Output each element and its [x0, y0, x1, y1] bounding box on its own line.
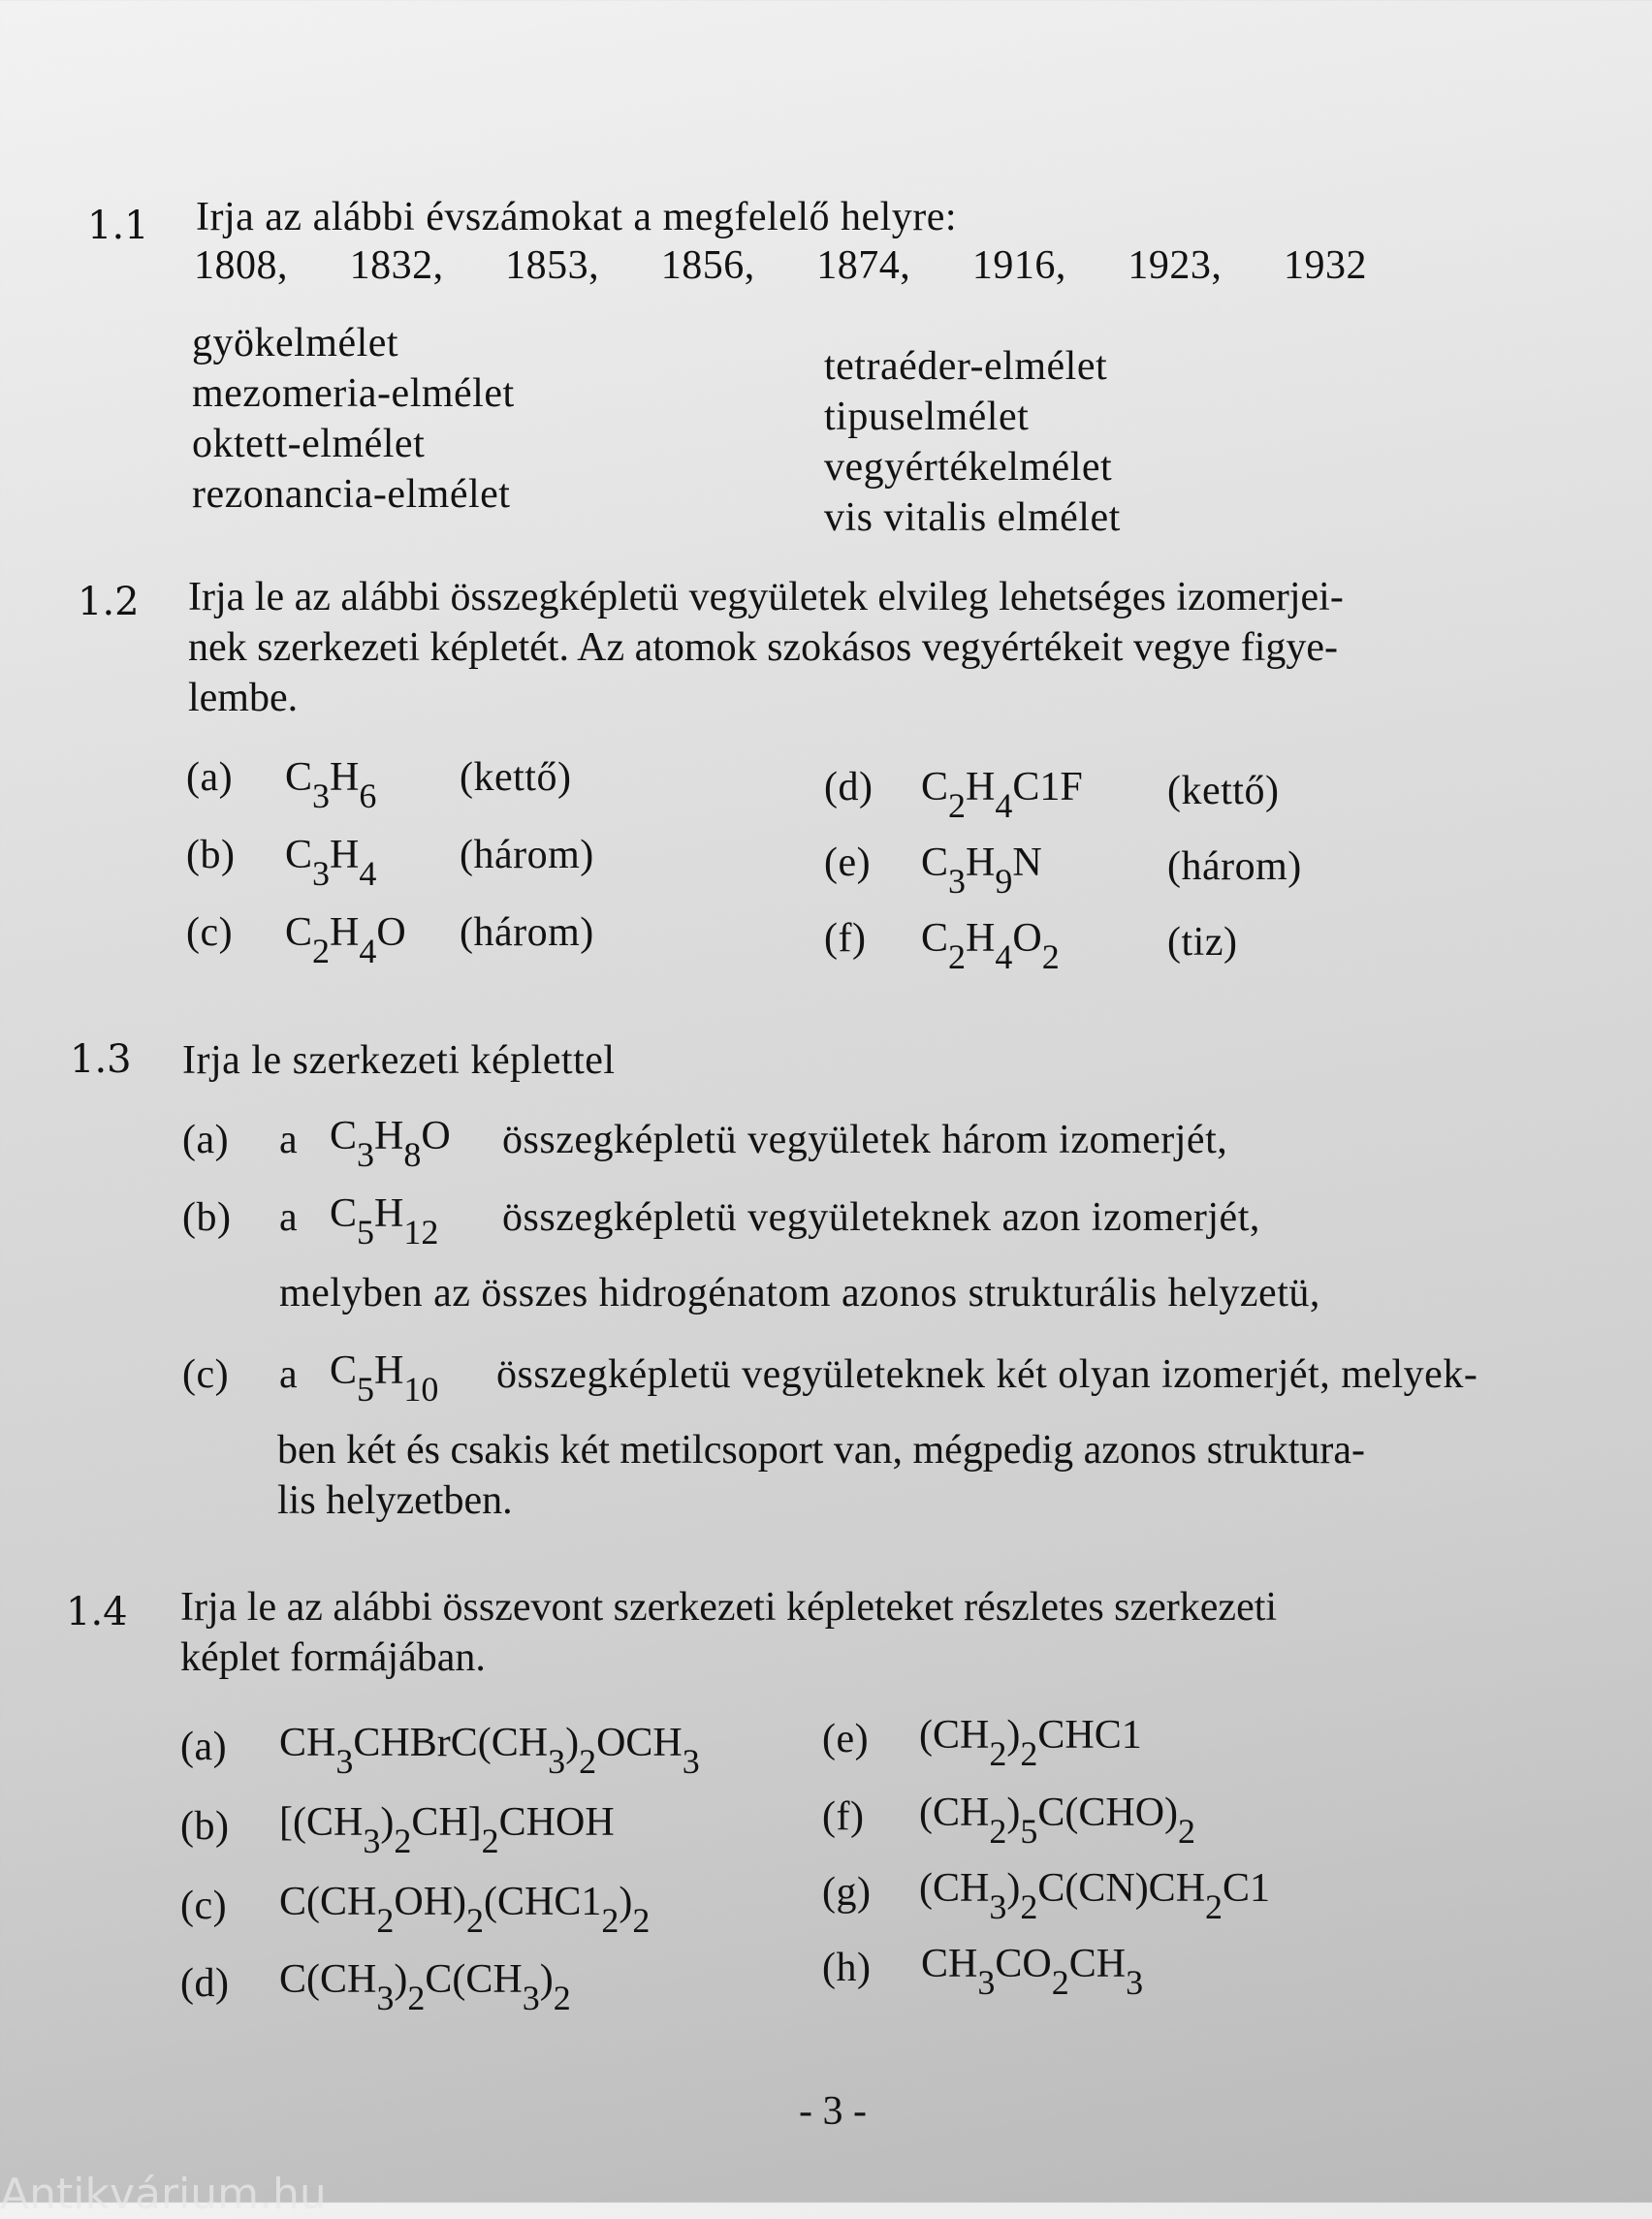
item-label: (b) [180, 1804, 230, 1849]
year: 1923, [1128, 243, 1223, 288]
formula: $C_2H_4O$ [285, 910, 406, 970]
watermark: Antikvárium.hu [0, 2170, 327, 2219]
item-text: összegképletü vegyületek három izomerjét, [502, 1118, 1228, 1162]
isomer-count: (tiz) [1167, 920, 1238, 965]
question-number-1-3: 1.3 [70, 1037, 132, 1082]
theory-list-left [192, 318, 515, 520]
item-label: (g) [822, 1870, 872, 1915]
formula: $(CH_3)_2C(CN)CH_2C1$ [919, 1866, 1271, 1926]
formula: $CH_3CHBrC(CH_3)_2OCH_3$ [279, 1721, 700, 1781]
question-number-1-1: 1.1 [87, 204, 149, 248]
formula: $C_5H_{10}$ [330, 1348, 439, 1409]
item-label: (d) [180, 1961, 230, 2006]
isomer-count: (három) [1167, 844, 1302, 889]
item-label: (e) [822, 1717, 870, 1761]
item-label: (a) [180, 1725, 228, 1769]
text-line: nek szerkezeti képletét. Az atomok szokásos vegyértékeit vegye figye- [188, 625, 1339, 670]
article: a [279, 1118, 299, 1162]
item-label: (a) [186, 755, 234, 800]
text-line: ben két és csakis két metilcsoport van, mégpedig azonos struktura- [277, 1428, 1366, 1473]
item-label: (f) [822, 1794, 865, 1839]
formula: $C_2H_4C1F$ [921, 765, 1083, 825]
theory-list-right [824, 341, 1121, 543]
formula: $C_3H_6$ [285, 755, 377, 815]
theory-item: vegyértékelmélet [824, 445, 1113, 490]
item-text: összegképletü vegyületeknek azon izomerjét, [502, 1195, 1260, 1240]
text-line: Irja le az alábbi összegképletü vegyületek elvileg lehetséges izomerjei- [188, 575, 1344, 619]
isomer-count: (három) [460, 833, 594, 877]
theory-item: oktett-elmélet [192, 422, 426, 466]
item-label: (c) [182, 1352, 230, 1397]
item-text: összegképletü vegyületeknek két olyan izomerjét, melyek- [496, 1352, 1478, 1397]
formula: $C(CH_3)_2C(CH_3)_2$ [279, 1957, 571, 2017]
article: a [279, 1195, 299, 1240]
formula: $C_5H_{12}$ [330, 1191, 439, 1252]
formula: $(CH_2)_2CHC1$ [919, 1713, 1142, 1773]
isomer-count: (kettő) [1167, 769, 1280, 813]
year: 1932 [1283, 243, 1367, 288]
year: 1808, [194, 243, 288, 288]
formula: $C_3H_8O$ [330, 1114, 451, 1174]
item-label: (f) [824, 916, 867, 961]
formula: $(CH_2)_5C(CHO)_2$ [919, 1791, 1196, 1851]
question-1-4-text [180, 1582, 1277, 1683]
item-label: (c) [180, 1884, 228, 1928]
item-label: (h) [822, 1946, 872, 1990]
theory-item: gyökelmélet [192, 321, 399, 365]
theory-item: rezonancia-elmélet [192, 472, 511, 517]
item-label: (b) [182, 1195, 232, 1240]
item-text-continued [277, 1425, 1365, 1526]
theory-item: vis vitalis elmélet [824, 495, 1121, 540]
question-number-1-4: 1.4 [66, 1590, 128, 1634]
question-number-1-2: 1.2 [78, 580, 140, 624]
item-label: (c) [186, 910, 234, 955]
item-label: (d) [824, 765, 874, 809]
year: 1916, [971, 243, 1066, 288]
theory-item: mezomeria-elmélet [192, 371, 515, 416]
year-list [194, 242, 1367, 289]
formula: $[(CH_3)_2CH]_2CHOH$ [279, 1800, 615, 1860]
text-line: Irja le az alábbi összevont szerkezeti képleteket részletes szerkezeti [180, 1585, 1278, 1630]
question-1-1-prompt: Irja az alábbi évszámokat a megfelelő helyre: [196, 195, 958, 239]
formula: $C_3H_4$ [285, 833, 377, 893]
formula: $C(CH_2OH)_2(CHC1_2)_2$ [279, 1880, 651, 1940]
text-line: képlet formájában. [180, 1635, 486, 1680]
article: a [279, 1352, 299, 1397]
text-line: lembe. [188, 676, 299, 720]
year: 1874, [816, 243, 911, 288]
year: 1832, [349, 243, 444, 288]
formula: $CH_3CO_2CH_3$ [921, 1942, 1144, 2002]
year: 1856, [660, 243, 755, 288]
item-label: (b) [186, 833, 236, 877]
item-label: (a) [182, 1118, 230, 1162]
isomer-count: (három) [460, 910, 594, 955]
page-number: - 3 - [799, 2089, 867, 2134]
item-text-continued: melyben az összes hidrogénatom azonos strukturális helyzetü, [279, 1271, 1320, 1316]
formula: $C_2H_4O_2$ [921, 916, 1060, 976]
year: 1853, [505, 243, 600, 288]
question-1-3-prompt: Irja le szerkezeti képlettel [182, 1038, 616, 1083]
question-1-2-text [188, 572, 1344, 723]
theory-item: tipuselmélet [824, 395, 1030, 439]
isomer-count: (kettő) [460, 755, 572, 800]
item-label: (e) [824, 840, 872, 885]
formula: $C_3H_9N$ [921, 840, 1042, 901]
theory-item: tetraéder-elmélet [824, 344, 1108, 389]
text-line: lis helyzetben. [277, 1478, 513, 1523]
